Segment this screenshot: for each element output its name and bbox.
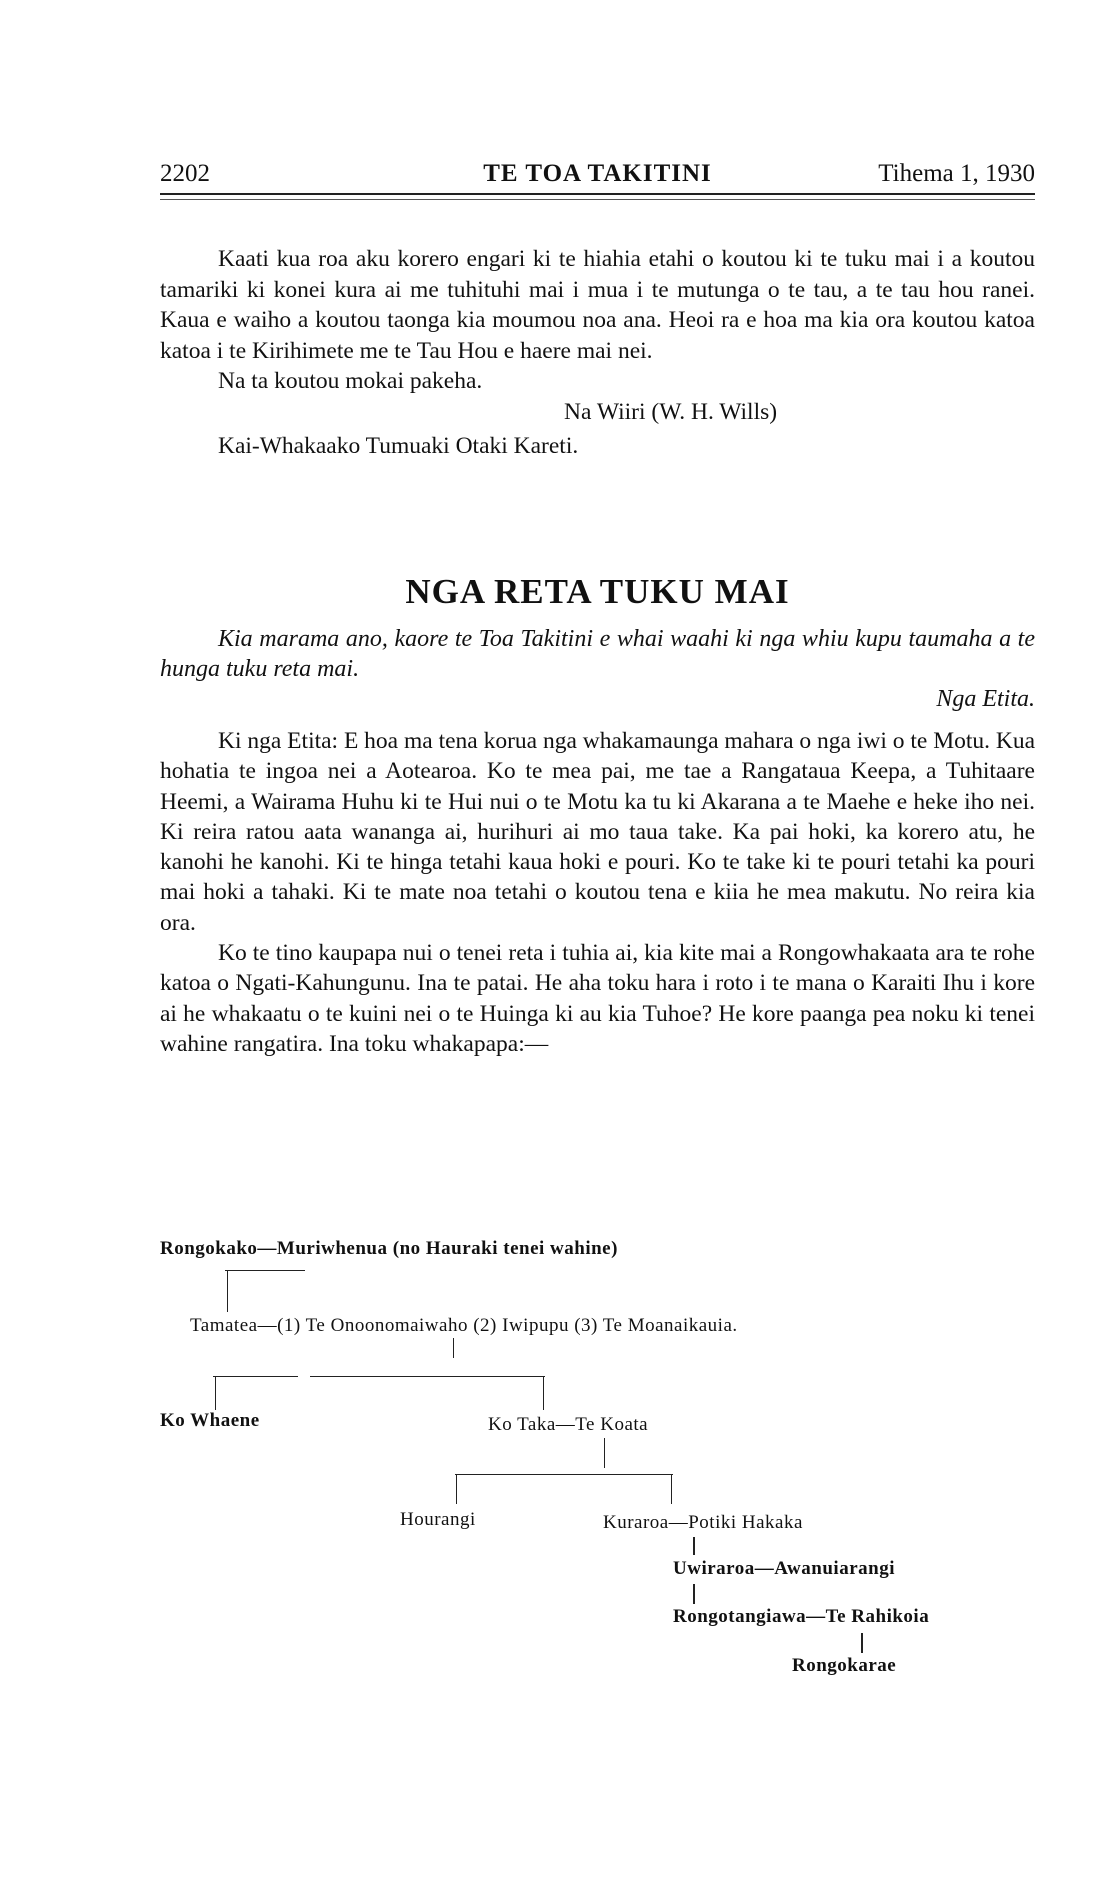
genealogy-line <box>861 1633 863 1653</box>
genealogy-line <box>693 1537 695 1555</box>
genealogy-line <box>227 1270 228 1312</box>
letter-two <box>160 726 1035 1059</box>
letter-one-closing: Na ta koutou mokai pakeha. <box>218 368 483 394</box>
genealogy-kuraroa: Kuraroa—Potiki Hakaka <box>603 1512 803 1533</box>
header-rule-thin <box>160 199 1035 200</box>
genealogy-line <box>455 1474 673 1475</box>
letter-two-paragraph-1: Ki nga Etita: E hoa ma tena korua nga whakamaunga mahara o nga iwi o te Motu. Kua hohatia te ingoa nei a Aotearoa. Ko te mea pai, me tae a Rangataua Keepa, a Tuhitaare Heemi, a Wairama Huhu ki te Hui nui o te Motu ka tu ki Akarana a te Maehe e heke iho nei. Ki reira ratou aata wananga ai, hurihuri ai mo taua take. Ka pai hoki, ka korero atu, he kanohi he kanohi. Ki te hinga tetahi kaua hoki e pouri. Ko te take ki te pouri tetahi ka pouri mai hoki a tahaki. Ki te mate noa tetahi o koutou tena e kiia he mea makutu. No reira kia ora. <box>160 728 1036 936</box>
genealogy-line <box>543 1376 544 1410</box>
genealogy-line <box>215 1376 216 1410</box>
letter-one-paragraph: Kaati kua roa aku korero engari ki te hiahia etahi o koutou ki te tuku mai i a koutou tamariki ki konei kura ai me tuhituhi mai i mua i te mutunga o te tau, a te tau hou ranei. Kaua e waiho a koutou taonga kia moumou noa ana. Heoi ra e hoa ma kia ora koutou katoa katoa i te Kirihimete me te Tau Hou e haere mai nei. <box>160 246 1035 364</box>
editor-note <box>160 624 1035 714</box>
genealogy-line <box>693 1584 695 1604</box>
genealogy-uwiraroa: Uwiraroa—Awanuiarangi <box>673 1558 895 1579</box>
page-header <box>160 160 1035 194</box>
genealogy-rongokarae: Rongokarae <box>792 1655 897 1676</box>
genealogy-line <box>310 1376 545 1377</box>
letter-one <box>160 244 1035 462</box>
genealogy-hourangi: Hourangi <box>400 1509 476 1530</box>
genealogy-row-2: Tamatea—(1) Te Onoonomaiwaho (2) Iwipupu (3) Te Moanaikauia. <box>190 1315 738 1336</box>
header-rule <box>160 193 1035 195</box>
letter-two-paragraph-2: Ko te tino kaupapa nui o tenei reta i tuhia ai, kia kite mai a Rongowhakaata ara te rohe katoa o Ngati-Kahungunu. Ina te patai. He aha toku hara i roto i te mana o Karaiti Ihu i kore ai he whakaatu o te kuini nei o te Huinga ki au kia Tuhoe? He kore paanga pea noku ki tenei wahine rangatira. Ina toku whakapapa:— <box>160 940 1035 1057</box>
genealogy-line <box>453 1338 454 1358</box>
letter-one-signature: Na Wiiri (W. H. Wills) <box>564 398 778 425</box>
publication-title: TE TOA TAKITINI <box>483 160 712 187</box>
genealogy-line <box>604 1438 605 1468</box>
genealogy-line <box>213 1376 298 1377</box>
editor-note-text: Kia marama ano, kaore te Toa Takitini e whai waahi ki nga whiu kupu taumaha a te hunga tuku reta mai. <box>160 626 1035 682</box>
genealogy-row-1: Rongokako—Muriwhenua (no Hauraki tenei wahine) <box>160 1238 618 1259</box>
genealogy-taka: Ko Taka—Te Koata <box>488 1414 649 1435</box>
genealogy-whaene: Ko Whaene <box>160 1410 260 1431</box>
genealogy-rongotangiawa: Rongotangiawa—Te Rahikoia <box>673 1606 930 1627</box>
genealogy-line <box>456 1474 457 1504</box>
genealogy-line <box>225 1270 305 1271</box>
letter-one-role: Kai-Whakaako Tumuaki Otaki Kareti. <box>218 433 579 459</box>
page-number: 2202 <box>160 160 210 187</box>
issue-date: Tihema 1, 1930 <box>878 160 1035 187</box>
genealogy-line <box>671 1474 672 1504</box>
section-heading: NGA RETA TUKU MAI <box>405 572 790 611</box>
editor-signature: Nga Etita. <box>936 686 1035 712</box>
